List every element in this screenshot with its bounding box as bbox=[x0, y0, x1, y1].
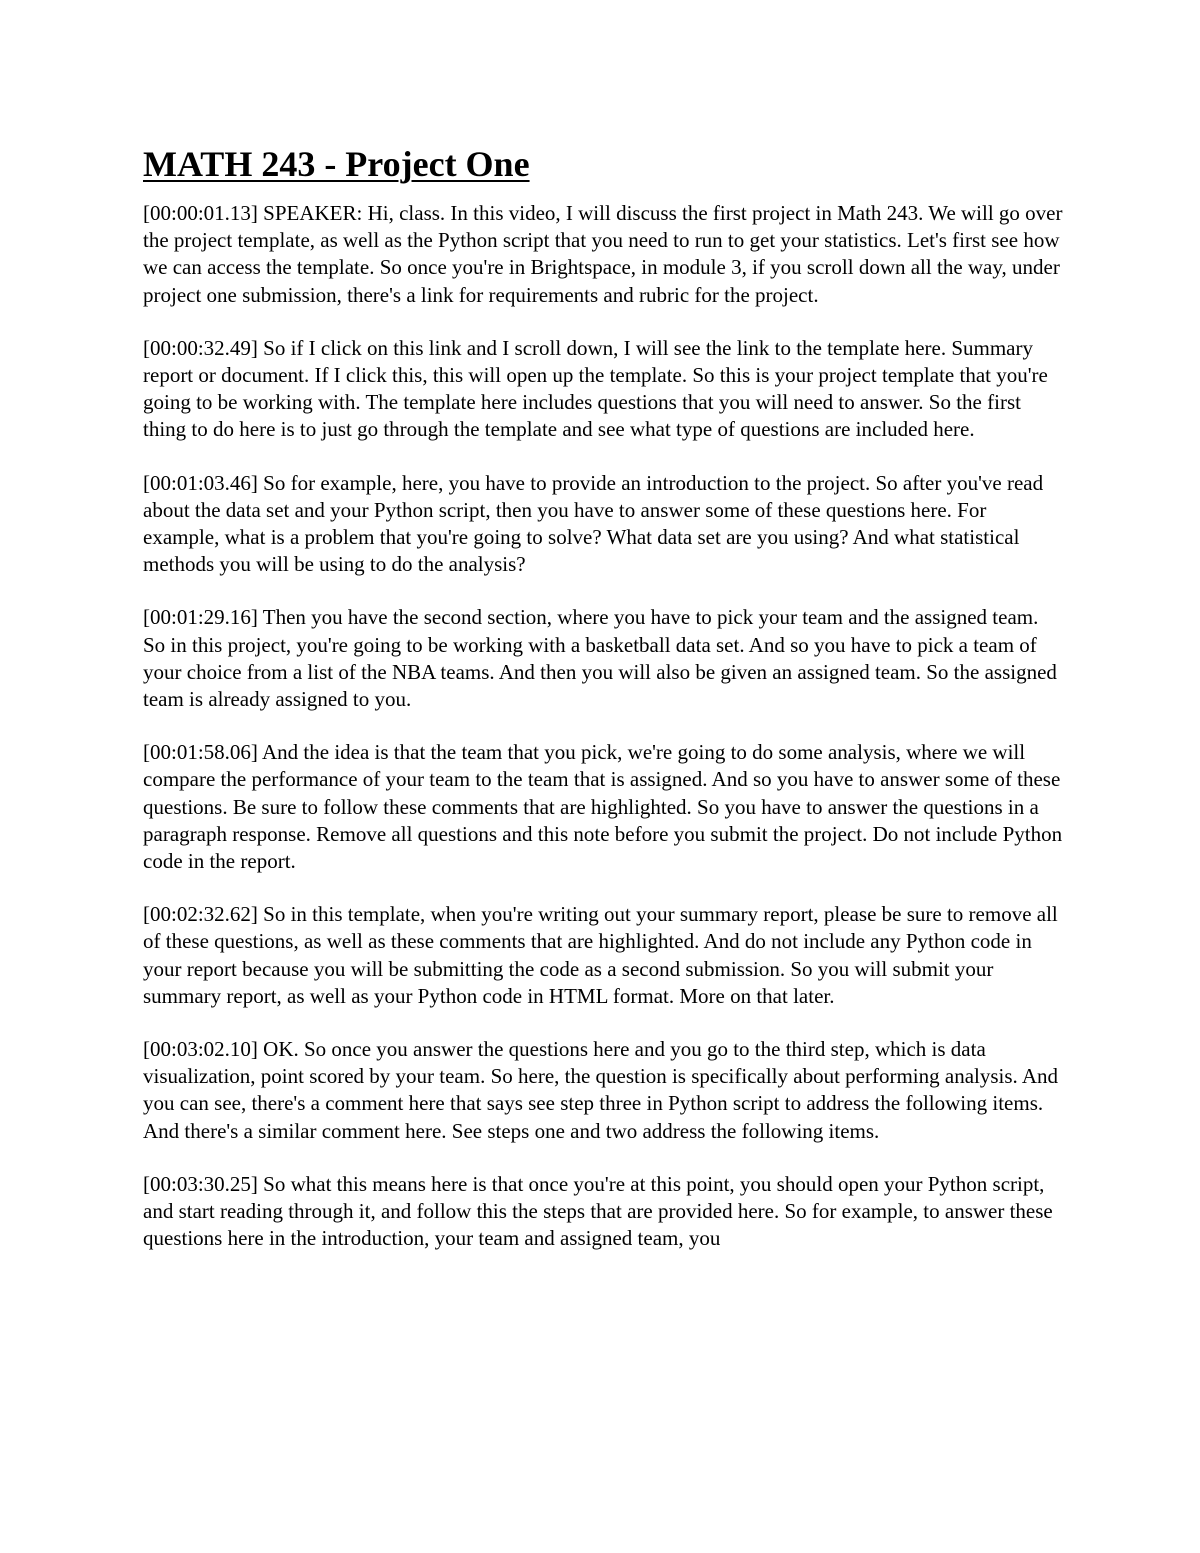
transcript-paragraph bbox=[143, 200, 1063, 309]
document-title: MATH 243 - Project One bbox=[143, 144, 530, 184]
transcript-paragraph bbox=[143, 604, 1063, 713]
timestamp: [00:00:32.49] bbox=[143, 335, 258, 360]
transcript-paragraph bbox=[143, 470, 1063, 579]
timestamp: [00:01:03.46] bbox=[143, 470, 258, 495]
transcript-paragraph bbox=[143, 1171, 1063, 1253]
transcript-paragraph bbox=[143, 335, 1063, 444]
transcript-paragraph bbox=[143, 1036, 1063, 1145]
paragraph-text: SPEAKER: Hi, class. In this video, I will discuss the first project in Math 243. We will go over the project template, as well as the Python script that you need to run to get your statistics. Let's first see how we can access the template. So once you're in Brightspace, in module 3, if you scroll down all the way, under project one submission, there's a link for requirements and rubric for the project. bbox=[143, 201, 1063, 307]
paragraph-text: So in this template, when you're writing out your summary report, please be sure to remove all of these questions, as well as these comments that are highlighted. And do not include any Python code in your report because you will be submitting the code as a second submission. So you will submit your summary report, as well as your Python code in HTML format. More on that later. bbox=[143, 902, 1058, 1008]
timestamp: [00:00:01.13] bbox=[143, 201, 258, 225]
timestamp: [00:03:30.25] bbox=[143, 1171, 258, 1196]
document-body bbox=[143, 142, 1063, 1253]
timestamp: [00:02:32.62] bbox=[143, 902, 258, 927]
paragraph-text: So for example, here, you have to provide an introduction to the project. So after you've read about the data set and your Python script, then you have to answer some of these questions here. For example, what is a problem that you're going to solve? What data set are you using? And what statistical methods you will be using to do the analysis? bbox=[143, 470, 1044, 577]
timestamp: [00:03:02.10] bbox=[143, 1037, 258, 1062]
paragraph-text: And the idea is that the team that you pick, we're going to do some analysis, where we will compare the performance of your team to the team that is assigned. And so you have to answer some of these questions. Be sure to follow these comments that are highlighted. So you have to answer the questions in a paragraph response. Remove all questions and this note before you submit the project. Do not include Python code in the report. bbox=[143, 740, 1063, 874]
transcript-paragraph bbox=[143, 739, 1063, 875]
paragraph-text: OK. So once you answer the questions here and you go to the third step, which is data visualization, point scored by your team. So here, the question is specifically about performing analysis. And you can see, there's a comment here that says see step three in Python script to address the following items. And there's a similar comment here. See steps one and two address the following items. bbox=[143, 1037, 1059, 1143]
paragraph-text: Then you have the second section, where you have to pick your team and the assigned team. So in this project, you're going to be working with a basketball data set. And so you have to pick a team of your choice from a list of the NBA teams. And then you will also be given an assigned team. So the assigned team is already assigned to you. bbox=[143, 605, 1057, 712]
timestamp: [00:01:29.16] bbox=[143, 605, 258, 630]
timestamp: [00:01:58.06] bbox=[143, 740, 258, 765]
transcript-paragraph bbox=[143, 901, 1063, 1010]
paragraph-text: So what this means here is that once you're at this point, you should open your Python script, and start reading through it, and follow this the steps that are provided here. So for example, to answer these questions here in the introduction, your team and assigned team, you bbox=[143, 1171, 1053, 1251]
paragraph-text: So if I click on this link and I scroll down, I will see the link to the template here. Summary report or document. If I click this, this will open up the template. So this is your project template that you're going to be working with. The template here includes questions that you will need to answer. So the first thing to do here is to just go through the template and see what type of questions are included here. bbox=[143, 335, 1048, 442]
